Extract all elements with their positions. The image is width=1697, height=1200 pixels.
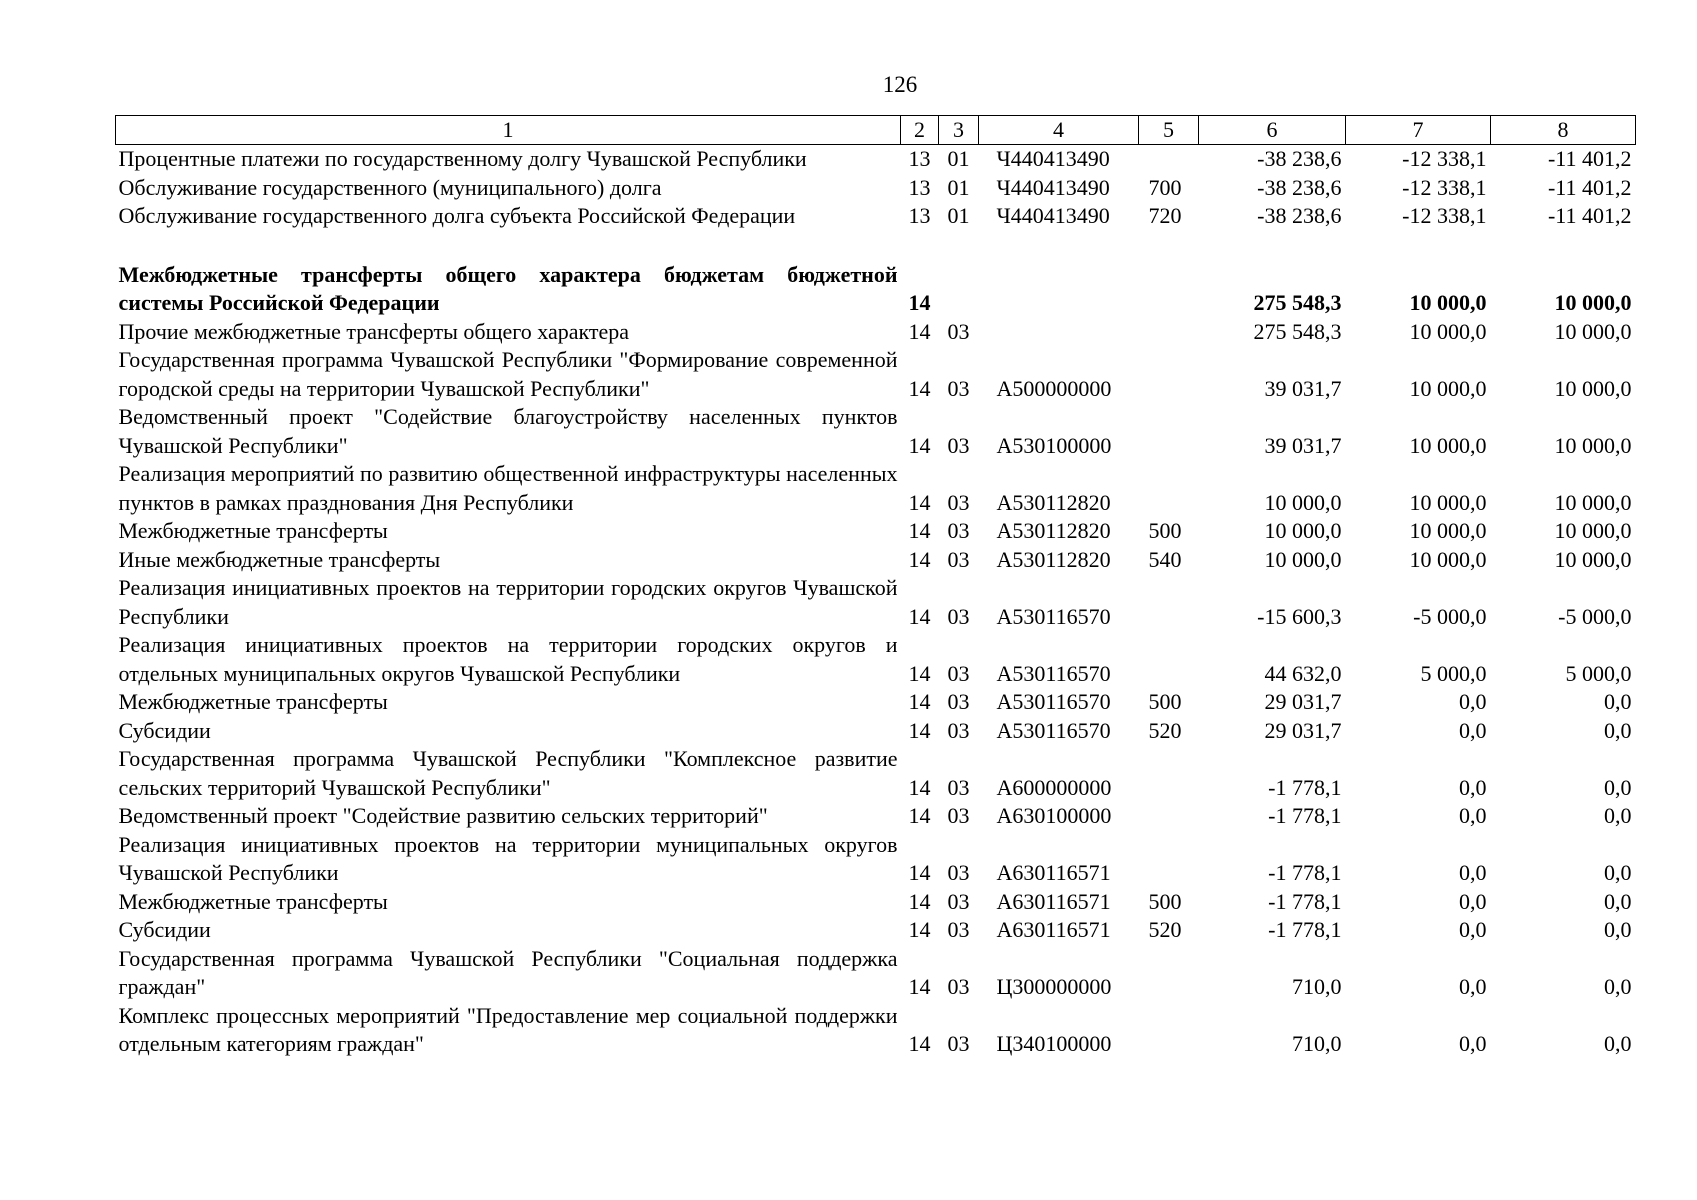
row-value-6: 29 031,7 bbox=[1264, 717, 1342, 743]
row-target-article: А530112820 bbox=[996, 518, 1111, 543]
table-row bbox=[116, 802, 1636, 831]
row-section: 14 bbox=[908, 603, 931, 629]
row-expense-type bbox=[1139, 261, 1199, 318]
row-target-article: Ч440413490 bbox=[996, 174, 1110, 200]
row-value-8: 5 000,0 bbox=[1565, 660, 1632, 686]
row-name: Обслуживание государственного долга субъекта Российской Федерации bbox=[118, 203, 796, 228]
header-row bbox=[116, 116, 1636, 145]
row-section: 14 bbox=[908, 1031, 931, 1056]
table-row bbox=[116, 403, 1636, 460]
header-cell-3: 3 bbox=[939, 116, 979, 145]
table-row bbox=[116, 831, 1636, 888]
row-expense-type bbox=[1139, 346, 1199, 403]
row-name: Субсидии bbox=[118, 917, 211, 942]
table-row bbox=[116, 202, 1636, 231]
row-value-8: 10 000,0 bbox=[1554, 546, 1632, 572]
row-value-7: 0,0 bbox=[1459, 974, 1487, 999]
table-header bbox=[116, 116, 1636, 145]
row-target-article: А530116570 bbox=[996, 717, 1111, 743]
row-section: 14 bbox=[908, 518, 931, 543]
row-value-6: 275 548,3 bbox=[1253, 290, 1342, 315]
row-expense-type bbox=[1139, 802, 1199, 831]
spacer-row bbox=[116, 231, 1636, 261]
table-row bbox=[116, 174, 1636, 203]
row-subsection: 03 bbox=[947, 689, 970, 714]
row-value-6: -1 778,1 bbox=[1268, 803, 1342, 828]
row-section: 14 bbox=[908, 774, 931, 800]
row-expense-type: 520 bbox=[1148, 717, 1182, 743]
row-target-article: А530100000 bbox=[996, 432, 1112, 458]
row-value-8: -11 401,2 bbox=[1547, 146, 1632, 171]
row-name: Иные межбюджетные трансферты bbox=[118, 546, 441, 572]
row-name: Государственная программа Чувашской Республики "Социальная поддержка граждан" bbox=[118, 945, 898, 999]
row-subsection: 03 bbox=[947, 974, 970, 999]
row-value-8: 10 000,0 bbox=[1554, 489, 1632, 515]
row-expense-type bbox=[1139, 403, 1199, 460]
table-row bbox=[116, 688, 1636, 717]
row-value-6: -38 238,6 bbox=[1257, 174, 1342, 200]
row-value-8: -11 401,2 bbox=[1547, 203, 1632, 228]
row-target-article: Ц300000000 bbox=[996, 974, 1112, 999]
row-value-8: -11 401,2 bbox=[1547, 174, 1632, 200]
row-name: Процентные платежи по государственному долгу Чувашской Республики bbox=[118, 146, 807, 171]
table-row bbox=[116, 888, 1636, 917]
row-subsection: 03 bbox=[947, 888, 970, 914]
row-target-article: А600000000 bbox=[996, 774, 1112, 800]
row-value-8: 10 000,0 bbox=[1554, 375, 1632, 401]
row-value-8: 10 000,0 bbox=[1554, 518, 1632, 543]
row-value-7: -5 000,0 bbox=[1413, 603, 1487, 629]
table-row bbox=[116, 631, 1636, 688]
row-section: 14 bbox=[908, 917, 931, 942]
row-expense-type bbox=[1139, 945, 1199, 1002]
row-section: 14 bbox=[908, 974, 931, 999]
table-row bbox=[116, 145, 1636, 174]
row-subsection: 03 bbox=[947, 1031, 970, 1056]
row-subsection: 03 bbox=[947, 318, 970, 344]
row-subsection: 03 bbox=[947, 660, 970, 686]
table-row bbox=[116, 916, 1636, 945]
row-expense-type: 500 bbox=[1148, 518, 1182, 543]
row-name: Реализация инициативных проектов на территории городских округов Чувашской Республики bbox=[118, 575, 898, 629]
row-expense-type bbox=[1139, 831, 1199, 888]
row-expense-type: 540 bbox=[1148, 546, 1182, 572]
table-row bbox=[116, 346, 1636, 403]
row-value-7: 10 000,0 bbox=[1409, 375, 1487, 401]
row-section: 14 bbox=[908, 290, 931, 315]
spacer-cell bbox=[116, 231, 1636, 261]
row-value-7: 10 000,0 bbox=[1409, 290, 1487, 315]
row-subsection: 03 bbox=[947, 603, 970, 629]
row-expense-type bbox=[1139, 1002, 1199, 1059]
budget-table bbox=[115, 115, 1636, 1059]
row-subsection bbox=[939, 261, 979, 318]
header-cell-6: 6 bbox=[1199, 116, 1346, 145]
table-body bbox=[116, 145, 1636, 1059]
row-value-6: -38 238,6 bbox=[1257, 203, 1342, 228]
row-value-6: -1 778,1 bbox=[1268, 860, 1342, 885]
table-row bbox=[116, 717, 1636, 746]
row-expense-type bbox=[1139, 631, 1199, 688]
row-value-7: -12 338,1 bbox=[1402, 174, 1487, 200]
row-value-7: 10 000,0 bbox=[1409, 432, 1487, 458]
row-value-6: 39 031,7 bbox=[1264, 432, 1342, 458]
row-subsection: 03 bbox=[947, 717, 970, 743]
row-value-8: 0,0 bbox=[1604, 774, 1632, 800]
row-value-6: 39 031,7 bbox=[1264, 375, 1342, 401]
row-name: Обслуживание государственного (муниципального) долга bbox=[118, 174, 662, 200]
row-value-6: 710,0 bbox=[1292, 1031, 1342, 1056]
row-value-8: 10 000,0 bbox=[1554, 290, 1632, 315]
row-target-article: А630116571 bbox=[996, 860, 1111, 885]
row-target-article: Ч440413490 bbox=[996, 146, 1110, 171]
row-target-article: А530112820 bbox=[996, 546, 1111, 572]
row-expense-type: 520 bbox=[1148, 917, 1182, 942]
row-section: 14 bbox=[908, 660, 931, 686]
row-expense-type: 720 bbox=[1148, 203, 1182, 228]
row-section: 14 bbox=[908, 860, 931, 885]
row-name: Реализация мероприятий по развитию общественной инфраструктуры населенных пунктов в рамках празднования Дня Республики bbox=[118, 461, 898, 515]
row-expense-type bbox=[1139, 318, 1199, 347]
row-value-8: 0,0 bbox=[1604, 917, 1632, 942]
row-section: 14 bbox=[908, 689, 931, 714]
row-target-article: А530116570 bbox=[996, 689, 1111, 714]
row-value-8: 0,0 bbox=[1604, 974, 1632, 999]
row-value-7: 0,0 bbox=[1459, 689, 1487, 714]
header-cell-1: 1 bbox=[116, 116, 901, 145]
header-cell-7: 7 bbox=[1346, 116, 1491, 145]
row-value-7: 0,0 bbox=[1459, 774, 1487, 800]
row-subsection: 03 bbox=[947, 917, 970, 942]
row-value-8: 0,0 bbox=[1604, 860, 1632, 885]
row-value-8: -5 000,0 bbox=[1558, 603, 1632, 629]
row-value-7: 0,0 bbox=[1459, 717, 1487, 743]
row-value-6: 10 000,0 bbox=[1264, 489, 1342, 515]
row-target-article: Ч440413490 bbox=[996, 203, 1110, 228]
row-name: Ведомственный проект "Содействие благоустройству населенных пунктов Чувашской Республики" bbox=[118, 404, 898, 458]
row-target-article: А630116571 bbox=[996, 888, 1111, 914]
row-value-7: 10 000,0 bbox=[1409, 489, 1487, 515]
row-section: 14 bbox=[908, 803, 931, 828]
page-number: 126 bbox=[882, 72, 918, 97]
row-name: Прочие межбюджетные трансферты общего характера bbox=[118, 318, 630, 344]
row-expense-type: 500 bbox=[1148, 888, 1182, 914]
row-subsection: 03 bbox=[947, 860, 970, 885]
row-section: 14 bbox=[908, 375, 931, 401]
row-section: 14 bbox=[908, 489, 931, 515]
row-value-6: 44 632,0 bbox=[1264, 660, 1342, 686]
row-expense-type bbox=[1139, 574, 1199, 631]
row-value-7: 10 000,0 bbox=[1409, 518, 1487, 543]
row-subsection: 03 bbox=[947, 432, 970, 458]
row-target-article: Ц340100000 bbox=[996, 1031, 1112, 1056]
row-value-8: 10 000,0 bbox=[1554, 432, 1632, 458]
row-name: Комплекс процессных мероприятий "Предоставление мер социальной поддержки отдельным категориям граждан" bbox=[118, 1002, 898, 1056]
row-value-7: 0,0 bbox=[1459, 1031, 1487, 1056]
row-subsection: 03 bbox=[947, 546, 970, 572]
header-cell-8: 8 bbox=[1491, 116, 1636, 145]
row-value-6: -15 600,3 bbox=[1257, 603, 1342, 629]
table-row bbox=[116, 517, 1636, 546]
row-subsection: 01 bbox=[947, 174, 970, 200]
row-value-7: 0,0 bbox=[1459, 803, 1487, 828]
row-value-7: 0,0 bbox=[1459, 917, 1487, 942]
row-value-7: -12 338,1 bbox=[1402, 146, 1487, 171]
row-value-8: 10 000,0 bbox=[1554, 318, 1632, 344]
row-subsection: 01 bbox=[947, 203, 970, 228]
row-name: Реализация инициативных проектов на территории муниципальных округов Чувашской Республики bbox=[118, 831, 898, 885]
row-target-article: А530116570 bbox=[996, 660, 1111, 686]
row-value-8: 0,0 bbox=[1604, 717, 1632, 743]
row-value-8: 0,0 bbox=[1604, 1031, 1632, 1056]
row-subsection: 03 bbox=[947, 803, 970, 828]
row-name: Межбюджетные трансферты bbox=[118, 888, 388, 914]
row-target-article: А530112820 bbox=[996, 489, 1111, 515]
row-section: 14 bbox=[908, 888, 931, 914]
row-value-6: -1 778,1 bbox=[1268, 917, 1342, 942]
header-cell-4: 4 bbox=[979, 116, 1139, 145]
header-cell-2: 2 bbox=[901, 116, 939, 145]
row-value-8: 0,0 bbox=[1604, 689, 1632, 714]
row-expense-type bbox=[1139, 460, 1199, 517]
row-value-6: -38 238,6 bbox=[1257, 146, 1342, 171]
row-value-7: 10 000,0 bbox=[1409, 318, 1487, 344]
row-value-6: -1 778,1 bbox=[1268, 774, 1342, 800]
row-target-article bbox=[979, 261, 1139, 318]
row-value-8: 0,0 bbox=[1604, 888, 1632, 914]
row-section: 13 bbox=[908, 203, 931, 228]
row-expense-type bbox=[1139, 145, 1199, 174]
table-row bbox=[116, 318, 1636, 347]
table-row bbox=[116, 1002, 1636, 1059]
row-name: Субсидии bbox=[118, 717, 211, 743]
row-target-article: А530116570 bbox=[996, 603, 1111, 629]
row-value-7: 5 000,0 bbox=[1420, 660, 1487, 686]
table-row bbox=[116, 460, 1636, 517]
row-section: 14 bbox=[908, 717, 931, 743]
row-section: 14 bbox=[908, 546, 931, 572]
row-value-8: 0,0 bbox=[1604, 803, 1632, 828]
header-cell-5: 5 bbox=[1139, 116, 1199, 145]
row-target-article bbox=[979, 318, 1139, 347]
row-target-article: А500000000 bbox=[996, 375, 1112, 401]
row-section: 13 bbox=[908, 174, 931, 200]
row-expense-type: 700 bbox=[1148, 174, 1182, 200]
row-target-article: А630116571 bbox=[996, 917, 1111, 942]
row-name: Межбюджетные трансферты общего характера бюджетам бюджетной системы Российской Федерации bbox=[118, 261, 898, 315]
row-value-6: 10 000,0 bbox=[1264, 546, 1342, 572]
table-row bbox=[116, 261, 1636, 318]
row-section: 13 bbox=[908, 146, 931, 171]
row-name: Межбюджетные трансферты bbox=[118, 689, 388, 714]
row-value-7: -12 338,1 bbox=[1402, 203, 1487, 228]
row-value-6: 29 031,7 bbox=[1264, 689, 1342, 714]
row-subsection: 01 bbox=[947, 146, 970, 171]
row-section: 14 bbox=[908, 432, 931, 458]
table-row bbox=[116, 546, 1636, 575]
row-value-6: 275 548,3 bbox=[1253, 318, 1342, 344]
row-name: Ведомственный проект "Содействие развитию сельских территорий" bbox=[118, 803, 768, 828]
row-expense-type: 500 bbox=[1148, 689, 1182, 714]
row-value-6: 710,0 bbox=[1292, 974, 1342, 999]
row-name: Государственная программа Чувашской Республики "Формирование современной городской среды на территории Чувашской Республики" bbox=[118, 347, 898, 401]
row-name: Государственная программа Чувашской Республики "Комплексное развитие сельских территорий Чувашской Республики" bbox=[118, 746, 898, 800]
row-value-6: -1 778,1 bbox=[1268, 888, 1342, 914]
row-name: Межбюджетные трансферты bbox=[118, 518, 388, 543]
row-subsection: 03 bbox=[947, 489, 970, 515]
table-row bbox=[116, 745, 1636, 802]
row-section: 14 bbox=[908, 318, 931, 344]
row-subsection: 03 bbox=[947, 518, 970, 543]
table-row bbox=[116, 574, 1636, 631]
row-subsection: 03 bbox=[947, 375, 970, 401]
row-target-article: А630100000 bbox=[996, 803, 1112, 828]
row-expense-type bbox=[1139, 745, 1199, 802]
row-name: Реализация инициативных проектов на территории городских округов и отдельных муниципальных округов Чувашской Республики bbox=[118, 632, 898, 686]
row-value-6: 10 000,0 bbox=[1264, 518, 1342, 543]
row-value-7: 10 000,0 bbox=[1409, 546, 1487, 572]
row-value-7: 0,0 bbox=[1459, 860, 1487, 885]
row-value-7: 0,0 bbox=[1459, 888, 1487, 914]
row-subsection: 03 bbox=[947, 774, 970, 800]
table-row bbox=[116, 945, 1636, 1002]
